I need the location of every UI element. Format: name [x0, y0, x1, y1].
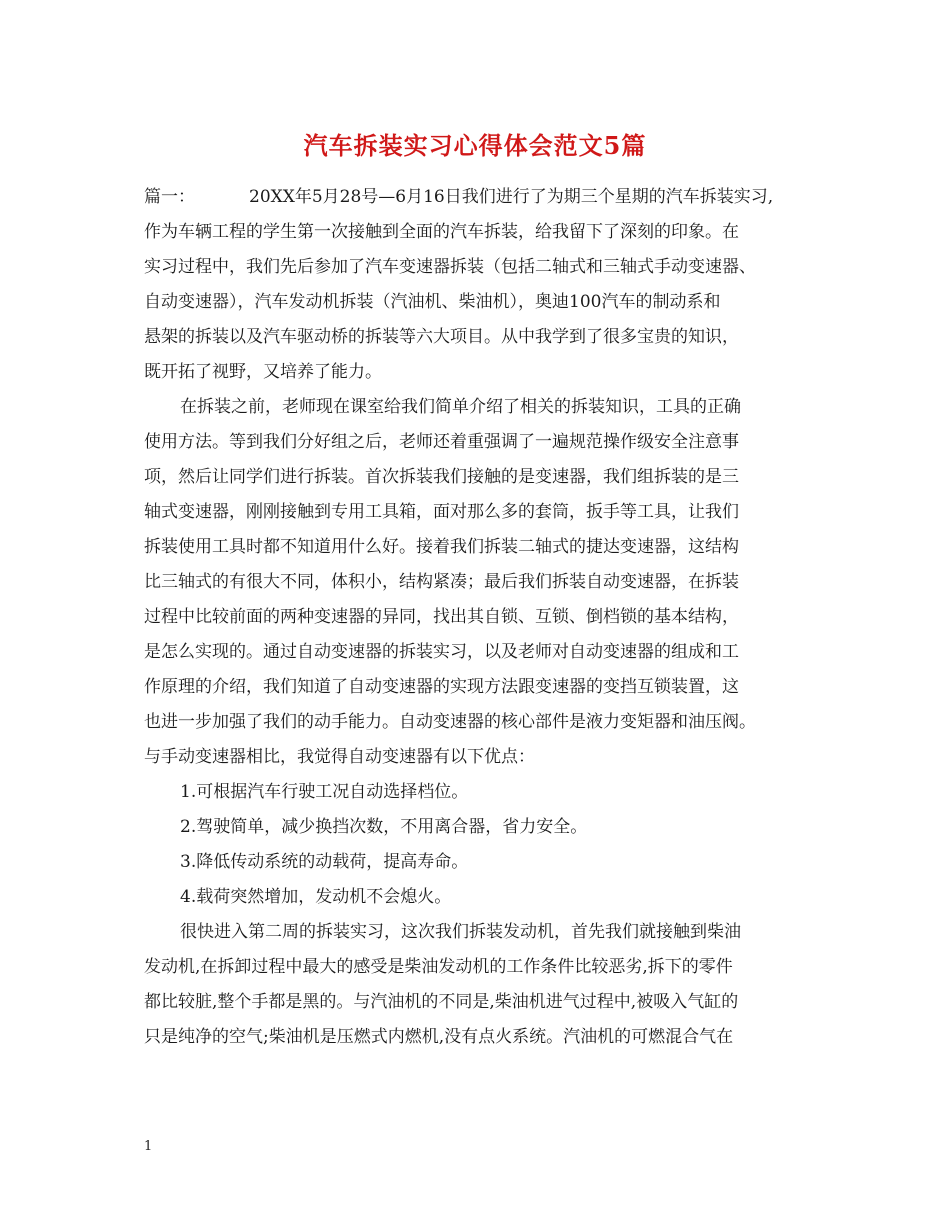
paragraph-line: 作原理的介绍，我们知道了自动变速器的实现方法跟变速器的变挡互锁装置，这	[144, 677, 739, 697]
paragraph-line: 也进一步加强了我们的动手能力。自动变速器的核心部件是液力变矩器和油压阀。	[144, 712, 756, 732]
paragraph-line: 自动变速器），汽车发动机拆装（汽油机、柴油机），奥迪100汽车的制动系和	[144, 292, 721, 312]
paragraph-line: 篇一： 20XX年5月28号—6月16日我们进行了为期三个星期的汽车拆装实习,	[144, 187, 774, 207]
paragraph-line: 实习过程中，我们先后参加了汽车变速器拆装（包括二轴式和三轴式手动变速器、	[144, 257, 756, 277]
paragraph-line: 发动机,在拆卸过程中最大的感受是柴油发动机的工作条件比较恶劣,拆下的零件	[144, 957, 733, 977]
paragraph-line: 项，然后让同学们进行拆装。首次拆装我们接触的是变速器，我们组拆装的是三	[144, 467, 739, 487]
list-item: 3.降低传动系统的动载荷，提高寿命。	[180, 852, 469, 872]
paragraph-line: 使用方法。等到我们分好组之后，老师还着重强调了一遍规范操作级安全注意事	[144, 432, 739, 452]
document-body	[144, 180, 834, 1055]
paragraph-line: 拆装使用工具时都不知道用什么好。接着我们拆装二轴式的捷达变速器，这结构	[144, 537, 739, 557]
paragraph-line: 很快进入第二周的拆装实习，这次我们拆装发动机，首先我们就接触到柴油	[180, 922, 741, 942]
paragraph-line: 比三轴式的有很大不同，体积小，结构紧凑；最后我们拆装自动变速器，在拆装	[144, 572, 739, 592]
document-title: 汽车拆装实习心得体会范文5篇	[303, 131, 647, 160]
paragraph-line: 是怎么实现的。通过自动变速器的拆装实习，以及老师对自动变速器的组成和工	[144, 642, 739, 662]
paragraph-line: 既开拓了视野，又培养了能力。	[144, 362, 382, 382]
page-number: 1	[144, 1139, 153, 1154]
paragraph-line: 悬架的拆装以及汽车驱动桥的拆装等六大项目。从中我学到了很多宝贵的知识，	[144, 327, 739, 347]
paragraph-line: 轴式变速器，刚刚接触到专用工具箱，面对那么多的套筒，扳手等工具，让我们	[144, 502, 739, 522]
list-item: 1.可根据汽车行驶工况自动选择档位。	[180, 782, 469, 802]
section-label: 篇一：	[144, 187, 195, 207]
paragraph-line: 与手动变速器相比，我觉得自动变速器有以下优点：	[144, 747, 535, 767]
paragraph-line: 只是纯净的空气;柴油机是压燃式内燃机,没有点火系统。汽油机的可燃混合气在	[144, 1027, 734, 1047]
paragraph-line: 都比较脏,整个手都是黑的。与汽油机的不同是,柴油机进气过程中,被吸入气缸的	[144, 992, 739, 1012]
list-item: 4.载荷突然增加，发动机不会熄火。	[180, 887, 452, 907]
paragraph-line: 过程中比较前面的两种变速器的异同，找出其自锁、互锁、倒档锁的基本结构，	[144, 607, 739, 627]
paragraph-line: 作为车辆工程的学生第一次接触到全面的汽车拆装，给我留下了深刻的印象。在	[144, 222, 739, 242]
paragraph-line: 在拆装之前，老师现在课室给我们简单介绍了相关的拆装知识，工具的正确	[180, 397, 741, 417]
list-item: 2.驾驶简单，减少换挡次数，不用离合器，省力安全。	[180, 817, 588, 837]
